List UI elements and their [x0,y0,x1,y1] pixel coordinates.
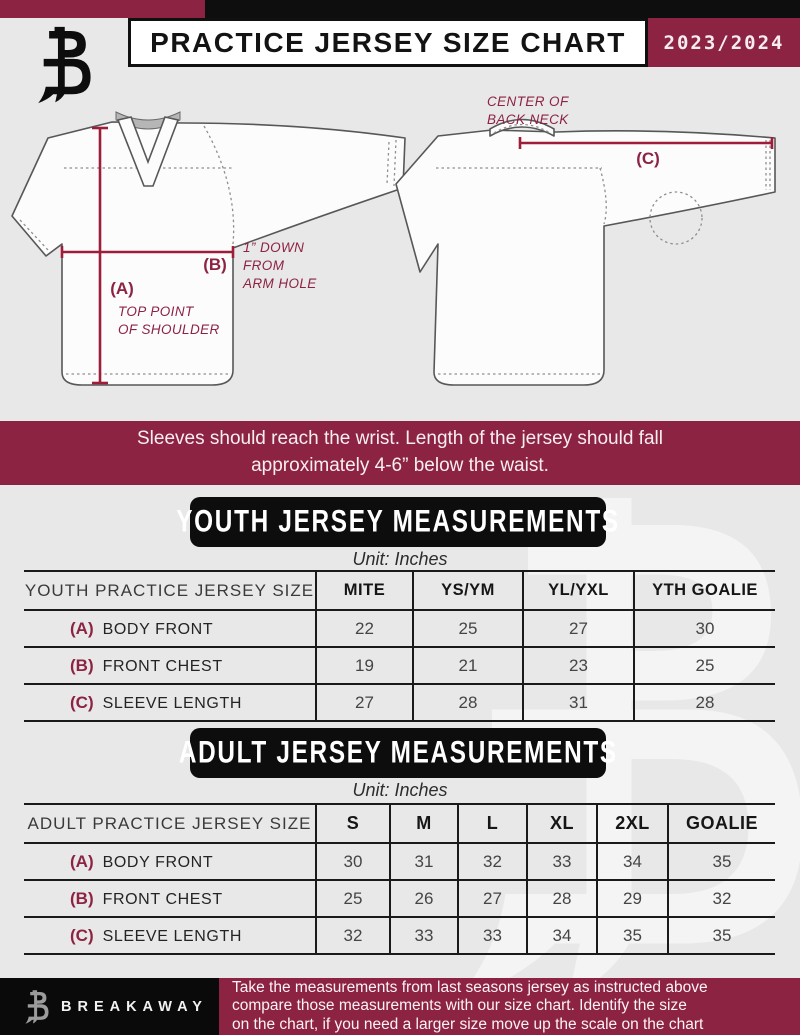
season-badge [648,18,800,67]
youth-unit-label: Unit: Inches [352,549,448,569]
value-cell: 31 [390,843,458,880]
row-label: SLEEVE LENGTH [102,927,243,945]
adult-section-heading [178,728,618,778]
value-cell: 32 [316,917,390,954]
value-cell: 25 [413,610,523,647]
youth-table-header-row [24,571,775,610]
value-cell: 31 [523,684,634,721]
adult-label-header: ADULT PRACTICE JERSEY SIZE [24,804,316,843]
page-title [128,18,648,67]
row-label: FRONT CHEST [102,657,223,675]
adult-row-body-front [24,843,775,880]
adult-table-header-row [24,804,775,843]
row-key: (C) [70,925,94,945]
row-key: (A) [70,851,94,871]
row-label: BODY FRONT [102,620,214,638]
front-jersey-drawing [12,122,405,385]
footer-note-line3: on the chart, if you need a larger size move up the scale on the chart [232,1015,704,1033]
value-cell: 32 [668,880,775,917]
label-c-key: (C) [636,149,660,168]
footer-note [219,978,800,1035]
value-cell: 27 [316,684,413,721]
back-jersey-drawing [396,120,775,386]
value-cell: 21 [413,647,523,684]
adult-col-header-xl: XL [527,804,597,843]
footer-note-line1: Take the measurements from last seasons jersey as instructed above [232,978,708,996]
row-label: BODY FRONT [102,853,214,871]
label-b-caption-line2: FROM [243,258,285,273]
label-c-caption-line2: BACK NECK [487,112,569,127]
row-key: (B) [70,888,94,908]
value-cell: 34 [597,843,668,880]
youth-size-table [24,570,775,722]
adult-row-sleeve-length [24,917,775,954]
footer-brand-block [0,978,219,1035]
youth-label-header: YOUTH PRACTICE JERSEY SIZE [24,571,316,610]
adult-col-header-m: M [390,804,458,843]
adult-col-header-l: L [458,804,527,843]
youth-row-body-front [24,610,775,647]
value-cell: 33 [527,843,597,880]
youth-col-header-mite: MITE [316,571,413,610]
value-cell: 25 [316,880,390,917]
label-b-caption-line3: ARM HOLE [243,276,317,291]
top-strip-maroon [0,0,205,18]
youth-heading-text: YOUTH JERSEY MEASUREMENTS [176,504,620,539]
value-cell: 26 [390,880,458,917]
youth-row-front-chest [24,647,775,684]
value-cell: 30 [316,843,390,880]
youth-col-header-ylyxl: YL/YXL [523,571,634,610]
value-cell: 33 [458,917,527,954]
value-cell: 35 [597,917,668,954]
value-cell: 32 [458,843,527,880]
adult-unit-label: Unit: Inches [352,780,448,800]
adult-heading-text: ADULT JERSEY MEASUREMENTS [178,735,618,770]
value-cell: 22 [316,610,413,647]
value-cell: 25 [634,647,775,684]
breakaway-logo-footer [20,988,50,1026]
label-a-caption-line2: OF SHOULDER [118,322,220,337]
value-cell: 34 [527,917,597,954]
row-key: (A) [70,618,94,638]
value-cell: 28 [527,880,597,917]
row-label: FRONT CHEST [102,890,223,908]
value-cell: 23 [523,647,634,684]
youth-row-sleeve-length [24,684,775,721]
brand-name: BREAKAWAY [61,998,208,1015]
label-b-caption-line1: 1” DOWN [243,240,305,255]
adult-col-header-2xl: 2XL [597,804,668,843]
youth-col-header-goalie: YTH GOALIE [634,571,775,610]
season-text: 2023/2024 [663,31,785,54]
label-c-caption-line1: CENTER OF [487,94,569,109]
label-a-caption-line1: TOP POINT [118,304,194,319]
adult-row-front-chest [24,880,775,917]
value-cell: 29 [597,880,668,917]
value-cell: 35 [668,917,775,954]
value-cell: 28 [634,684,775,721]
label-b-key: (B) [203,255,227,274]
value-cell: 27 [458,880,527,917]
jersey-diagrams [0,66,800,422]
fit-notice-text: Sleeves should reach the wrist. Length of the jersey should fall approximately 4-6” below the waist. [137,428,663,476]
adult-col-header-goalie: GOALIE [668,804,775,843]
row-key: (C) [70,692,94,712]
value-cell: 28 [413,684,523,721]
youth-section-heading [176,497,620,547]
value-cell: 30 [634,610,775,647]
row-key: (B) [70,655,94,675]
fit-notice-banner [0,421,800,485]
label-a-key: (A) [110,279,134,298]
row-label: SLEEVE LENGTH [102,694,243,712]
page-title-text: PRACTICE JERSEY SIZE CHART [150,26,626,58]
value-cell: 33 [390,917,458,954]
adult-size-table [24,803,775,955]
value-cell: 27 [523,610,634,647]
top-strip-black [205,0,800,18]
adult-col-header-s: S [316,804,390,843]
value-cell: 35 [668,843,775,880]
footer-note-line2: compare those measurements with our size chart. Identify the size [232,997,687,1015]
youth-col-header-ysym: YS/YM [413,571,523,610]
value-cell: 19 [316,647,413,684]
